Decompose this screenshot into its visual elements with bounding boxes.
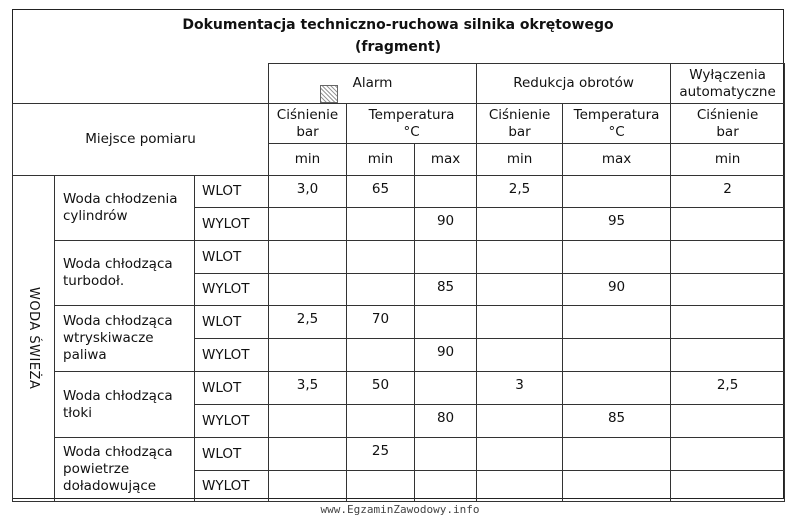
table-row — [13, 241, 785, 274]
port-label: WLOT — [195, 176, 269, 208]
value-alarm-p-min — [269, 241, 347, 274]
value-alarm-t-min — [347, 405, 415, 438]
bar-unit: bar — [508, 123, 531, 140]
value-alarm-t-max: 90 — [415, 339, 477, 372]
table-row — [13, 372, 785, 405]
value-shut-p-min — [671, 241, 785, 274]
header-reduction — [477, 64, 671, 104]
header-min: min — [347, 144, 415, 176]
port-label: WLOT — [195, 438, 269, 471]
location-name-line: doładowujące — [63, 478, 157, 494]
header-row-1 — [13, 64, 785, 104]
value-alarm-p-min: 3,5 — [269, 372, 347, 405]
vertical-label: WODA ŚWIEŻA — [26, 287, 41, 390]
value-alarm-t-max — [415, 438, 477, 471]
pressure-label: Ciśnienie — [696, 106, 759, 123]
header-location: Miejsce pomiaru — [13, 104, 269, 176]
location-name-line: Woda chłodząca — [63, 256, 173, 272]
port-label: WLOT — [195, 306, 269, 339]
port-label: WYLOT — [195, 471, 269, 502]
header-reduction-pressure — [477, 104, 563, 144]
header-min: min — [269, 144, 347, 176]
value-alarm-p-min — [269, 405, 347, 438]
location-name-line: wtryskiwacze — [63, 330, 154, 346]
footer-watermark: www.EgzaminZawodowy.info — [320, 503, 480, 516]
value-red-p-min — [477, 208, 563, 241]
value-red-p-min — [477, 306, 563, 339]
value-alarm-t-min — [347, 339, 415, 372]
value-alarm-p-min: 2,5 — [269, 306, 347, 339]
header-min: min — [477, 144, 563, 176]
value-red-p-min — [477, 274, 563, 306]
header-alarm: Alarm — [269, 64, 477, 104]
value-shut-p-min — [671, 405, 785, 438]
value-alarm-p-min — [269, 208, 347, 241]
header-shutdown-pressure — [671, 104, 785, 144]
value-red-p-min — [477, 241, 563, 274]
header-alarm-pressure — [269, 104, 347, 144]
location-name — [55, 306, 195, 372]
location-name-line: cylindrów — [63, 208, 128, 224]
value-alarm-t-max — [415, 306, 477, 339]
value-alarm-p-min — [269, 339, 347, 372]
value-alarm-t-min: 25 — [347, 438, 415, 471]
value-red-t-max — [563, 471, 671, 502]
location-name-line: Woda chłodząca — [63, 313, 173, 329]
value-alarm-t-max: 90 — [415, 208, 477, 241]
location-name-line: paliwa — [63, 347, 107, 363]
value-red-t-max — [563, 176, 671, 208]
value-alarm-t-min: 50 — [347, 372, 415, 405]
location-name-line: Woda chłodzenia — [63, 191, 178, 207]
value-red-t-max — [563, 438, 671, 471]
title-line-1: Dokumentacja techniczno-ruchowa silnika okrętowego — [182, 17, 614, 33]
location-name-line: powietrze — [63, 461, 130, 477]
header-shutdown-line-2: automatyczne — [679, 83, 776, 100]
value-shut-p-min — [671, 339, 785, 372]
value-red-t-max — [563, 339, 671, 372]
location-name-line: Woda chłodząca — [63, 387, 173, 404]
location-name-line: Woda chłodząca — [63, 444, 173, 460]
temperature-label: Temperatura — [368, 106, 455, 123]
header-alarm-temperature — [347, 104, 477, 144]
temperature-label: Temperatura — [573, 106, 660, 123]
bar-unit: bar — [296, 123, 319, 140]
value-alarm-t-max — [415, 471, 477, 502]
value-red-t-max — [563, 372, 671, 405]
value-alarm-t-max — [415, 241, 477, 274]
header-reduction-label: Redukcja obrotów — [513, 75, 634, 91]
value-red-t-max — [563, 241, 671, 274]
location-name — [55, 372, 195, 438]
value-red-p-min — [477, 339, 563, 372]
measurement-table — [12, 63, 785, 502]
value-red-t-max: 85 — [563, 405, 671, 438]
location-name — [55, 176, 195, 241]
bar-unit: bar — [716, 123, 739, 140]
header-max: max — [415, 144, 477, 176]
pressure-label: Ciśnienie — [276, 106, 339, 123]
header-shutdown-line-1: Wyłączenia — [689, 66, 766, 83]
value-alarm-t-max — [415, 372, 477, 405]
pressure-label: Ciśnienie — [488, 106, 551, 123]
vertical-label-cell — [13, 176, 55, 502]
header-max: max — [563, 144, 671, 176]
value-shut-p-min: 2,5 — [671, 372, 785, 405]
value-red-p-min — [477, 471, 563, 502]
value-alarm-t-min — [347, 471, 415, 502]
table-row — [13, 306, 785, 339]
port-label: WYLOT — [195, 274, 269, 306]
value-red-p-min — [477, 438, 563, 471]
value-shut-p-min — [671, 274, 785, 306]
port-label: WYLOT — [195, 405, 269, 438]
value-alarm-t-max — [415, 176, 477, 208]
value-red-p-min — [477, 405, 563, 438]
location-name-line: turbodoł. — [63, 273, 125, 289]
header-row-2 — [13, 104, 785, 144]
value-shut-p-min — [671, 438, 785, 471]
title-line-2: (fragment) — [354, 39, 441, 55]
value-shut-p-min: 2 — [671, 176, 785, 208]
value-alarm-p-min — [269, 438, 347, 471]
port-label: WYLOT — [195, 339, 269, 372]
table-row — [13, 176, 785, 208]
header-min: min — [671, 144, 785, 176]
value-red-p-min: 2,5 — [477, 176, 563, 208]
header-blank-cell — [13, 64, 269, 104]
value-shut-p-min — [671, 306, 785, 339]
value-red-p-min: 3 — [477, 372, 563, 405]
value-alarm-p-min — [269, 274, 347, 306]
celsius-unit: °C — [608, 123, 625, 140]
value-alarm-p-min: 3,0 — [269, 176, 347, 208]
location-name — [55, 241, 195, 306]
header-shutdown — [671, 64, 785, 104]
celsius-unit: °C — [403, 123, 420, 140]
value-alarm-p-min — [269, 471, 347, 502]
value-alarm-t-min: 70 — [347, 306, 415, 339]
port-label: WLOT — [195, 372, 269, 405]
document-title — [12, 14, 784, 58]
value-shut-p-min — [671, 208, 785, 241]
value-red-t-max: 95 — [563, 208, 671, 241]
table-row — [13, 438, 785, 471]
value-red-t-max: 90 — [563, 274, 671, 306]
port-label: WYLOT — [195, 208, 269, 241]
port-label: WLOT — [195, 241, 269, 274]
value-alarm-t-min — [347, 208, 415, 241]
value-red-t-max — [563, 306, 671, 339]
value-alarm-t-max: 85 — [415, 274, 477, 306]
location-name — [55, 438, 195, 502]
header-reduction-temperature — [563, 104, 671, 144]
value-alarm-t-min — [347, 274, 415, 306]
value-alarm-t-min — [347, 241, 415, 274]
value-alarm-t-min: 65 — [347, 176, 415, 208]
value-alarm-t-max: 80 — [415, 405, 477, 438]
value-shut-p-min — [671, 471, 785, 502]
location-name-line: tłoki — [63, 404, 92, 421]
